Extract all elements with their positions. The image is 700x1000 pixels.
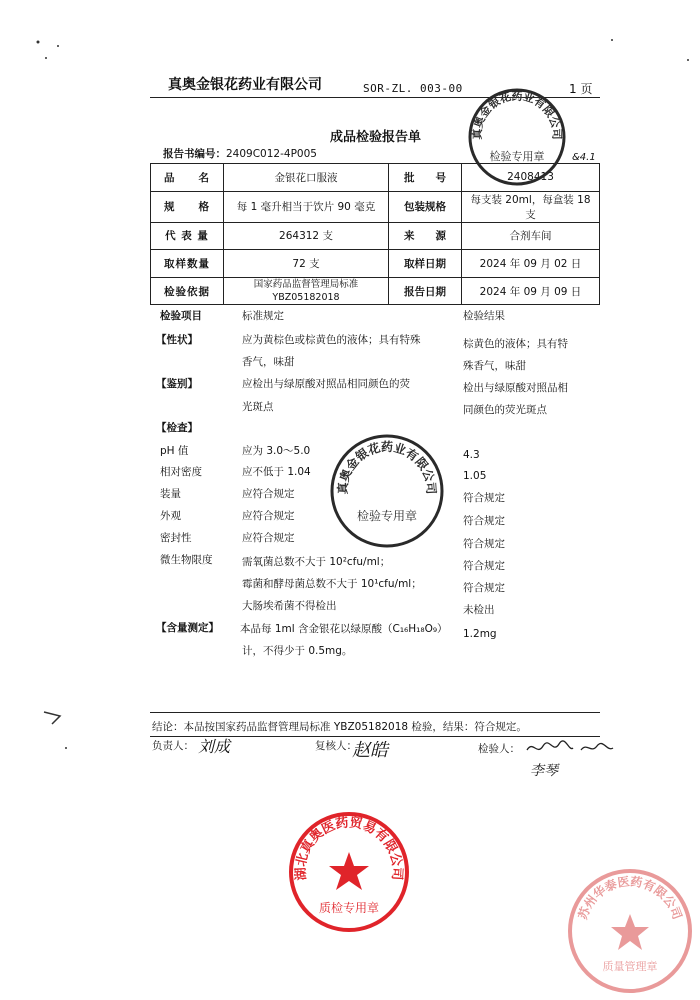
responsible-signature: 刘成	[198, 737, 231, 756]
star-icon	[611, 914, 649, 950]
traits-standard-line2: 香气，味甜	[242, 356, 295, 368]
check-standard: 应为 3.0～5.0	[242, 445, 311, 457]
table-row	[151, 277, 600, 305]
table-cell: 合剂车间	[462, 222, 600, 250]
table-cell: 规 格	[151, 191, 224, 222]
conclusion-text: 结论：本品按国家药品监督管理局标准 YBZ05182018 检验，结果：符合规定。	[152, 721, 527, 733]
check-result: 未检出	[463, 604, 495, 616]
star-icon	[329, 852, 369, 890]
table-cell: 72 支	[224, 250, 389, 278]
reviewer-signature: 赵皓	[352, 740, 388, 761]
table-cell: 2408413	[462, 164, 600, 192]
table-cell: 批 号	[389, 164, 462, 192]
seal2-center-text: 检验专用章	[356, 509, 418, 523]
svg-text:真奥金银花药业有限公司	[470, 89, 564, 140]
report-title: 成品检验报告单	[330, 130, 422, 145]
inspector-signature-scribble	[525, 738, 615, 758]
check-item: pH 值	[160, 445, 189, 457]
check-item: 密封性	[160, 532, 192, 544]
table-row	[151, 222, 600, 250]
responsible-label: 负责人：	[152, 740, 194, 752]
company-seal-middle	[326, 430, 448, 552]
red-seal-faint	[565, 866, 695, 996]
table-cell: 包装规格	[389, 191, 462, 222]
red-seal-trading	[285, 808, 413, 936]
content-standard-line2: 计，不得少于 0.5mg。	[242, 645, 353, 657]
check-result: 4.3	[463, 449, 480, 461]
company-name: 真奥金银花药业有限公司	[168, 77, 322, 93]
report-number-value: 2409C012-4P005	[226, 148, 317, 160]
report-number-label: 报告书编号：	[163, 148, 226, 160]
table-cell: 报告日期	[389, 277, 462, 305]
table-cell: 每支装 20ml，每盒装 18 支	[462, 191, 600, 222]
seal4-center-text: 质量管理章	[602, 960, 658, 973]
table-cell: 2024 年 09 月 02 日	[462, 250, 600, 278]
seal4-ring-text: 苏州华泰医药有限公司	[575, 874, 685, 922]
reviewer-label: 复核人：	[315, 740, 357, 752]
check-result: 符合规定	[463, 560, 505, 572]
check-standard: 应符合规定	[242, 510, 295, 522]
table-cell: 264312 支	[224, 222, 389, 250]
column-heading-result: 检验结果	[463, 310, 505, 322]
identify-result-line1: 检出与绿原酸对照品相	[463, 382, 568, 394]
seal1-center-text: 检验专用章	[489, 150, 545, 163]
table-cell: 取样日期	[389, 250, 462, 278]
identify-standard-line1: 应检出与绿原酸对照品相同颜色的荧	[242, 378, 410, 390]
table-cell: 来 源	[389, 222, 462, 250]
seal3-ring-text: 湖北真奥医药贸易有限公司	[293, 815, 405, 881]
table-cell: 2024 年 09 月 09 日	[462, 277, 600, 305]
check-standard: 应符合规定	[242, 532, 295, 544]
check-result: 符合规定	[463, 582, 505, 594]
column-heading-item: 检验项目	[160, 310, 202, 322]
inspector-signature: 李琴	[530, 763, 558, 779]
table-cell: 国家药品监督管理局标准 YBZ05182018	[224, 277, 389, 305]
check-item: 相对密度	[160, 466, 202, 478]
check-standard: 需氧菌总数不大于 10²cfu/ml；	[242, 556, 391, 568]
margin-note: &4.1	[572, 152, 596, 163]
traits-result-line1: 棕黄色的液体；具有特	[463, 338, 568, 350]
seal3-center-text: 质检专用章	[318, 901, 380, 915]
seal1-ring-text: 真奥金银花药业有限公司	[470, 89, 564, 140]
identify-standard-line2: 光斑点	[242, 401, 274, 413]
table-cell: 取样数量	[151, 250, 224, 278]
check-standard: 应不低于 1.04	[242, 466, 311, 478]
section-identify: 【鉴别】	[156, 378, 198, 390]
check-result: 符合规定	[463, 492, 505, 504]
seal2-ring-text: 真奥金银花药业有限公司	[335, 440, 439, 495]
check-item: 外观	[160, 510, 181, 522]
table-row	[151, 250, 600, 278]
traits-result-line2: 殊香气，味甜	[463, 360, 526, 372]
content-standard-line1: 本品每 1ml 含金银花以绿原酸（C₁₆H₁₈O₉）	[240, 623, 448, 635]
identify-result-line2: 同颜色的荧光斑点	[463, 404, 547, 416]
svg-text:苏州华泰医药有限公司	[575, 873, 685, 921]
check-result: 符合规定	[463, 538, 505, 550]
company-seal-top	[462, 82, 572, 192]
section-content: 【含量测定】	[156, 622, 219, 634]
table-row	[151, 191, 600, 222]
table-cell: 金银花口服液	[224, 164, 389, 192]
document-code: SOR-ZL. 003-00	[363, 82, 463, 95]
section-check: 【检查】	[156, 422, 198, 434]
section-traits: 【性状】	[156, 334, 198, 346]
table-cell: 品 名	[151, 164, 224, 192]
page-number: 1 页	[569, 82, 593, 96]
traits-standard-line1: 应为黄棕色或棕黄色的液体；具有特殊	[242, 334, 421, 346]
check-standard: 应符合规定	[242, 488, 295, 500]
check-result: 1.05	[463, 470, 487, 482]
column-heading-standard: 标准规定	[242, 310, 284, 322]
table-cell: 检验依据	[151, 277, 224, 305]
content-result: 1.2mg	[463, 628, 497, 640]
inspector-label: 检验人：	[478, 743, 520, 755]
conclusion-rule-top	[150, 712, 600, 713]
table-cell: 代 表 量	[151, 222, 224, 250]
check-result: 符合规定	[463, 515, 505, 527]
report-number	[163, 146, 317, 161]
check-standard: 霉菌和酵母菌总数不大于 10¹cfu/ml；	[242, 578, 422, 590]
check-standard: 大肠埃希菌不得检出	[242, 600, 337, 612]
check-item: 微生物限度	[160, 554, 213, 566]
table-cell: 每 1 毫升相当于饮片 90 毫克	[224, 191, 389, 222]
check-item: 装量	[160, 488, 181, 500]
